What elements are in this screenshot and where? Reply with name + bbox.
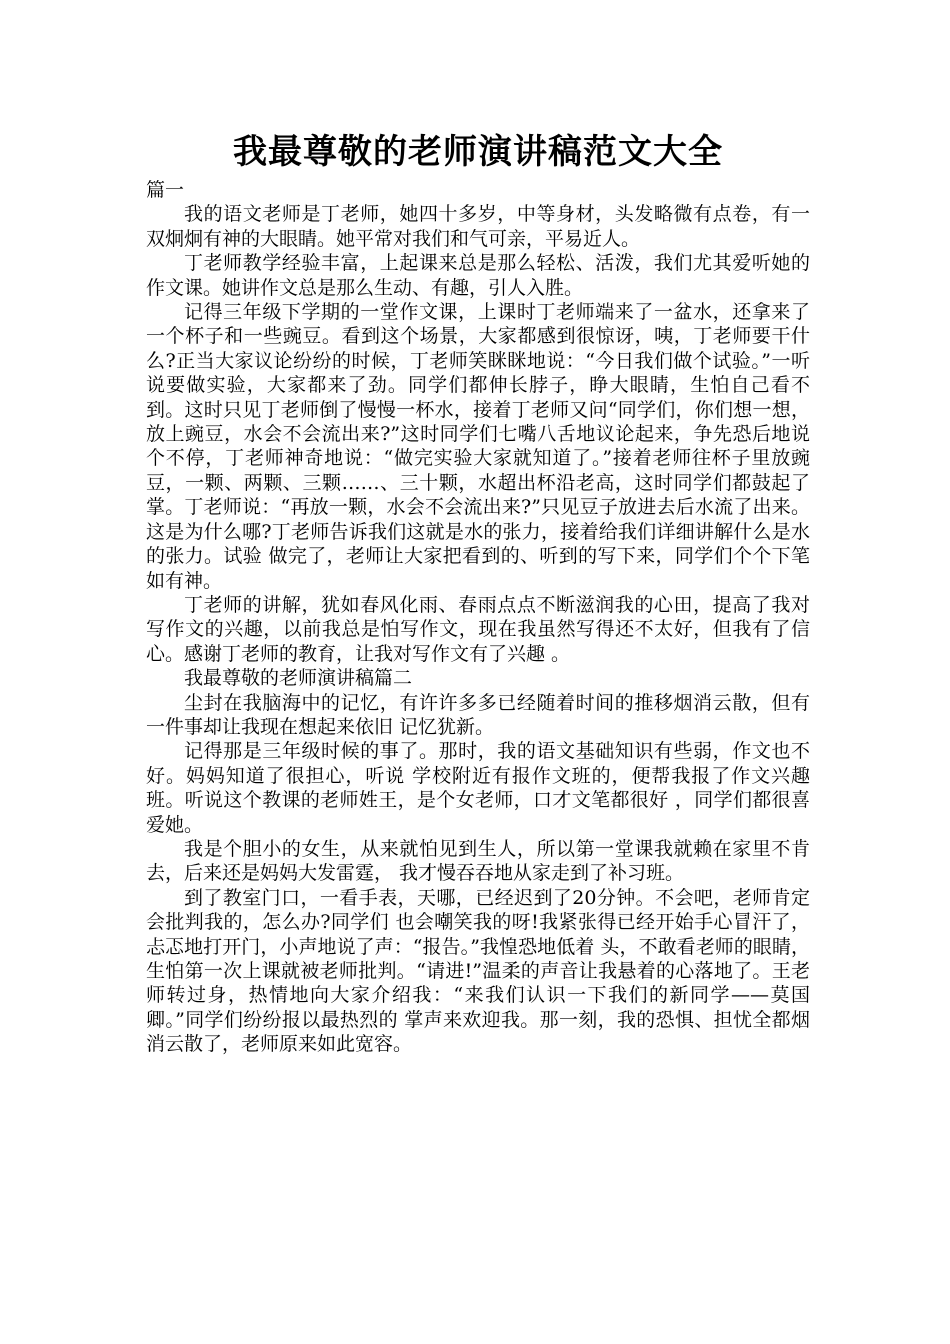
section-label: 篇一 bbox=[146, 179, 185, 201]
paragraph: 尘封在我脑海中的记忆，有许许多多已经随着时间的推移烟消云散，但有一件事却让我现在想起来依旧 记忆犹新。 bbox=[146, 691, 810, 738]
document-title: 我最尊敬的老师演讲稿范文大全 bbox=[233, 132, 723, 172]
paragraph: 丁老师的讲解，犹如春风化雨、春雨点点不断滋润我的心田，提高了我对写作文的兴趣，以前我总是怕写作文，现在我虽然写得还不太好，但我有了信心。感谢丁老师的教育，让我对写作文有了兴趣 。 bbox=[146, 593, 810, 665]
paragraph: 丁老师教学经验丰富，上起课来总是那么轻松、活泼，我们尤其爱听她的作文课。她讲作文总是那么生动、有趣，引人入胜。 bbox=[146, 252, 810, 299]
paragraph: 到了教室门口，一看手表，天哪，已经迟到了20分钟。不会吧，老师肯定会批判我的，怎么办?同学们 也会嘲笑我的呀!我紧张得已经开始手心冒汗了，忐忑地打开门，小声地说了声：“报告。”我惶恐地低着 头，不敢看老师的眼睛，生怕第一次上课就被老师批判。“请进!”温柔的声音让我悬着的心落地了。王老 师转过身，热情地向大家介绍我：“来我们认识一下我们的新同学——莫国卿。”同学们纷纷报以最热烈的 掌声来欢迎我。那一刻，我的恐惧、担忧全都烟消云散了，老师原来如此宽容。 bbox=[146, 886, 810, 1056]
paragraph: 记得三年级下学期的一堂作文课，上课时丁老师端来了一盆水，还拿来了一个杯子和一些豌豆。看到这个场景，大家都感到很惊讶，咦，丁老师要干什么?正当大家议论纷纷的时候，丁老师笑眯眯地说：“今日我们做个试验。”一听说要做实验，大家都来了劲。同学们都伸长脖子，睁大眼睛，生怕自己看不到。这时只见丁老师倒了慢慢一杯水，接着丁老师又问“同学们，你们想一想，放上豌豆，水会不会流出来?”这时同学们七嘴八舌地议论起来，争先恐后地说个不停，丁老师神奇地说：“做完实验大家就知道了。”接着老师往杯子里放豌豆，一颗、两颗、三颗……、三十颗，水超出杯沿老高，这时同学们都鼓起了掌。丁老师说：“再放一颗，水会不会流出来?”只见豆子放进去后水流了出来。这是为什么哪?丁老师告诉我们这就是水的张力，接着给我们详细讲解什么是水的张力。试验 做完了，老师让大家把看到的、听到的写下来，同学们个个下笔如有神。 bbox=[146, 301, 810, 592]
paragraph: 我是个胆小的女生，从来就怕见到生人，所以第一堂课我就赖在家里不肯去，后来还是妈妈大发雷霆， 我才慢吞吞地从家走到了补习班。 bbox=[146, 837, 810, 885]
paragraph: 记得那是三年级时候的事了。那时，我的语文基础知识有些弱，作文也不好。妈妈知道了很担心，听说 学校附近有报作文班的，便帮我报了作文兴趣班。听说这个教课的老师姓王，是个女老师，口才文笔都很好 ，同学们都很喜爱她。 bbox=[146, 740, 810, 836]
section-heading: 我最尊敬的老师演讲稿篇二 bbox=[184, 667, 413, 690]
document-page bbox=[146, 126, 810, 1057]
paragraph: 我的语文老师是丁老师，她四十多岁，中等身材，头发略微有点卷，有一双炯炯有神的大眼睛。她平常对我们和气可亲，平易近人。 bbox=[146, 203, 810, 250]
